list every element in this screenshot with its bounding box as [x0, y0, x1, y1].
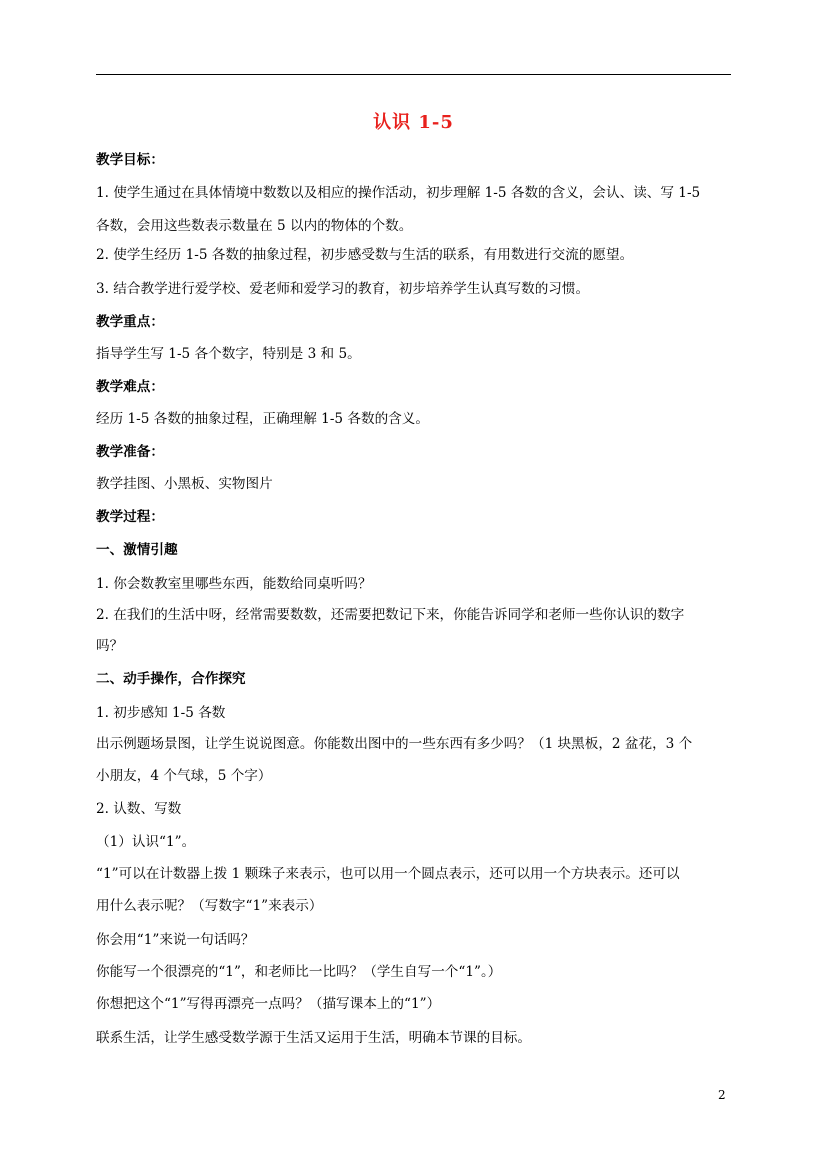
section-heading: 教学重点： [96, 314, 164, 330]
body-text-line: 1. 你会数教室里哪些东西，能数给同桌听吗？ [96, 576, 372, 592]
section-heading: 一、激情引趣 [96, 542, 178, 558]
body-text-line: 小朋友，4 个气球，5 个字） [96, 768, 272, 784]
body-text-line: 指导学生写 1-5 各个数字，特别是 3 和 5。 [96, 346, 361, 362]
body-text-line: 2. 在我们的生活中呀，经常需要数数，还需要把数记下来，你能告诉同学和老师一些你认识的数字 [96, 607, 685, 623]
body-text-line: （1）认识“1”。 [96, 834, 196, 850]
body-text-line: 2. 使学生经历 1-5 各数的抽象过程，初步感受数与生活的联系，有用数进行交流的愿望。 [96, 247, 634, 263]
body-text-line: 吗？ [96, 638, 124, 654]
body-text-line: 各数，会用这些数表示数量在 5 以内的物体的个数。 [96, 218, 413, 234]
body-text-line: 经历 1-5 各数的抽象过程，正确理解 1-5 各数的含义。 [96, 411, 429, 427]
body-text-line: 出示例题场景图，让学生说说图意。你能数出图中的一些东西有多少吗？（1 块黑板，2 盆花，3 个 [96, 736, 693, 752]
section-heading: 二、动手操作，合作探究 [96, 671, 246, 687]
body-text-line: 1. 使学生通过在具体情境中数数以及相应的操作活动，初步理解 1-5 各数的含义，会认、读、写 1-5 [96, 185, 701, 201]
body-text-line: 你想把这个“1”写得再漂亮一点吗？（描写课本上的“1”） [96, 996, 441, 1012]
header-rule [96, 74, 731, 75]
section-heading: 教学难点： [96, 379, 164, 395]
page-title: 认识 1-5 [373, 112, 454, 133]
section-heading: 教学过程： [96, 509, 164, 525]
body-text-line: 教学挂图、小黑板、实物图片 [96, 476, 273, 492]
body-text-line: 3. 结合教学进行爱学校、爱老师和爱学习的教育，初步培养学生认真写数的习惯。 [96, 281, 590, 297]
section-heading: 教学准备： [96, 444, 164, 460]
body-text-line: “1”可以在计数器上拨 1 颗珠子来表示，也可以用一个圆点表示，还可以用一个方块表示。还可以 [96, 866, 680, 882]
body-text-line: 联系生活，让学生感受数学源于生活又运用于生活，明确本节课的目标。 [96, 1030, 531, 1046]
section-heading: 教学目标： [96, 152, 164, 168]
page-number: 2 [718, 1088, 726, 1102]
body-text-line: 你能写一个很漂亮的“1”，和老师比一比吗？（学生自写一个“1”。） [96, 964, 502, 980]
body-text-line: 1. 初步感知 1-5 各数 [96, 705, 226, 721]
body-text-line: 你会用“1”来说一句话吗？ [96, 932, 255, 948]
body-text-line: 用什么表示呢？（写数字“1”来表示） [96, 898, 323, 914]
body-text-line: 2. 认数、写数 [96, 801, 182, 817]
